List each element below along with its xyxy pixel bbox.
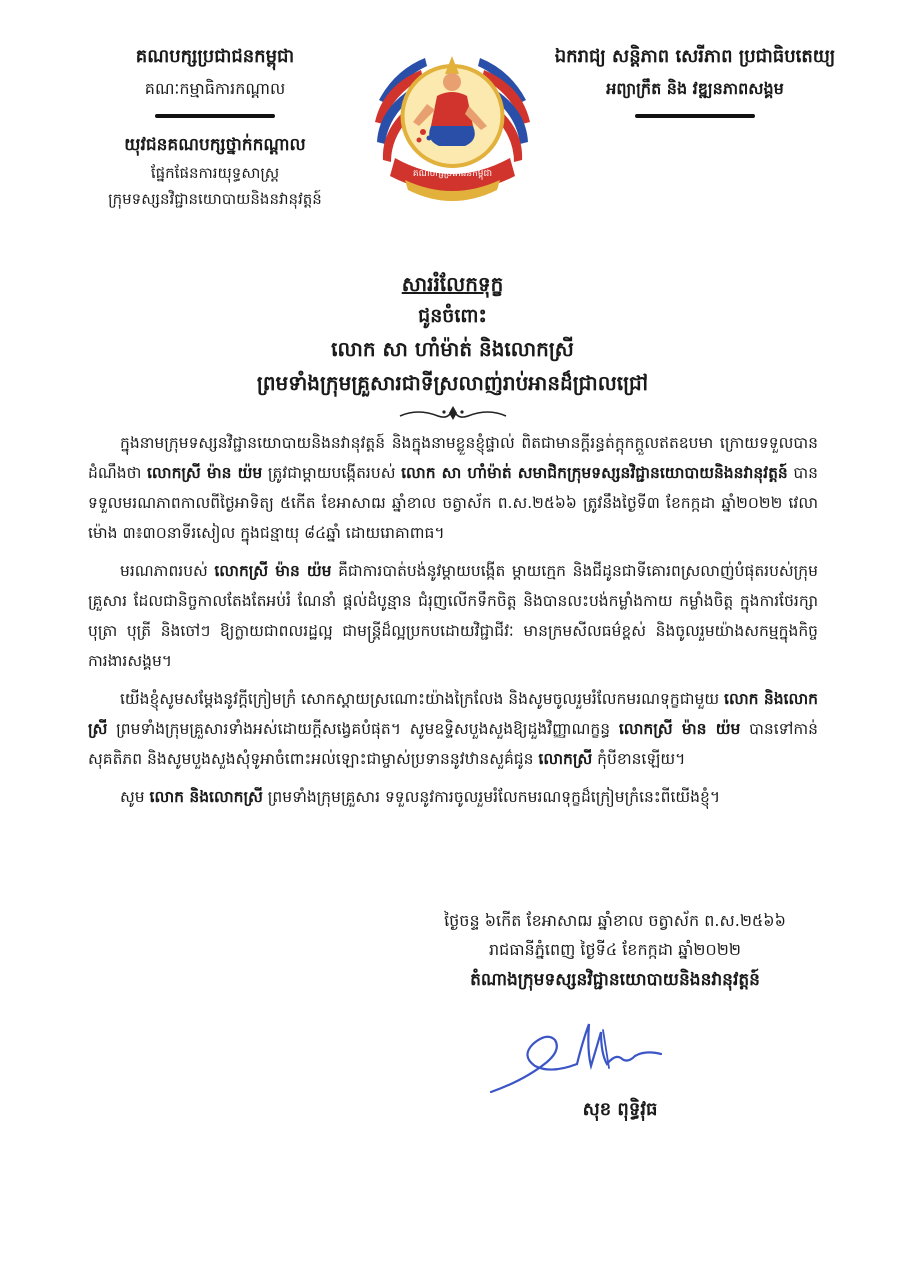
- bold-segment: លោកស្រី ម៉ាន យ៉ម: [214, 562, 332, 580]
- emblem-label: គណបក្សប្រជាជនកម្ពុជា: [412, 169, 493, 179]
- text-segment: ក្នុងនាមក្រុមទស្សនវិជ្ជានយោបាយនិងនវានុវត្តន៍ និងក្នុងនាមខ្លួនខ្ញុំផ្ទាល់ ពិតជាមានក្តីរន្ធត់ក្តុកក្តួលឥតឧបមា ក្រោយទទួលបានដំណឹងថា: [88, 434, 818, 482]
- divider-bar-right: [635, 114, 755, 118]
- kingdom-motto-line2: អព្យាក្រឹត និង វឌ្ឍនភាពសង្គម: [606, 79, 784, 98]
- party-name: គណបក្សប្រជាជនកម្ពុជា: [135, 46, 295, 67]
- text-segment: យើងខ្ញុំសូមសម្តែងនូវក្តីក្រៀមក្រំ សោកស្តាយស្រណោះយ៉ាងក្រៃលែង និងសូមចូលរួមរំលែកមរណទុក្ខជាមួយ: [120, 690, 725, 708]
- kingdom-motto: ឯករាជ្យ សន្តិភាព សេរីភាព ប្រជាធិបតេយ្យ: [554, 46, 836, 67]
- title-block: [90, 268, 815, 422]
- text-segment: មរណភាពរបស់: [120, 562, 215, 580]
- text-segment: ព្រមទាំងក្រុមគ្រួសារ ទទួលនូវការចូលរួមរំលែកមរណទុក្ខដ៏ក្រៀមក្រំនេះពីយើងខ្ញុំ។: [262, 788, 721, 806]
- divider-bar-left: [155, 114, 275, 118]
- bold-segment: លោក និងលោកស្រី: [149, 788, 263, 806]
- body-paragraph-4: [88, 782, 818, 812]
- recipient-name: លោក សា ហាំម៉ាត់ និងលោកស្រី: [331, 337, 574, 361]
- addressed-to: ជូនចំពោះ: [418, 305, 487, 327]
- text-segment: ព្រមទាំងក្រុមគ្រួសារទាំងអស់ដោយក្តីសង្វេគបំផុត។ សូមឧទ្ទិសបួងសួងឱ្យដួងវិញ្ញាណក្ខន្ធ: [107, 720, 619, 738]
- text-segment: កុំបីខានឡើយ។: [592, 750, 686, 768]
- solar-date: រាជធានីភ្នំពេញ ថ្ងៃទី៤ ខែកក្កដា ឆ្នាំ២០២២: [489, 940, 741, 959]
- header-right: [545, 40, 845, 118]
- team-name: ក្រុមទស្សនវិជ្ជានយោបាយនិងនវានុវត្តន៍: [108, 190, 322, 208]
- signature-icon: [485, 1010, 685, 1105]
- ornament-divider-icon: [398, 404, 508, 422]
- recipient-family: ព្រមទាំងក្រុមគ្រួសារជាទីស្រលាញ់រាប់អានដ៏ជ្រាលជ្រៅ: [256, 371, 649, 395]
- text-segment: សូម: [120, 788, 150, 806]
- signer-name: សុខ ពុទ្ធិវុធ: [582, 1099, 658, 1120]
- letter-body: [88, 428, 818, 820]
- text-segment: ត្រូវជាម្តាយបង្កើតរបស់: [262, 464, 402, 482]
- header-left: [80, 40, 350, 212]
- body-paragraph-2: [88, 556, 818, 676]
- bold-segment: លោក និងលោកស្រី: [88, 690, 818, 738]
- date-block: [395, 906, 835, 996]
- text-segment: គឺជាការបាត់បង់នូវម្តាយបង្កើត ម្តាយក្មេក និងជីដូនជាទីគោរពស្រលាញ់បំផុតរបស់ក្រុមគ្រួសារ ដែលជានិច្ចកាលតែងតែអប់រំ ណែនាំ ផ្តល់ដំបូន្មាន ជំរុញលើកទឹកចិត្ត និងបានលះបង់កម្លាំងកាយ កម្លាំងចិត្ត ក្នុងការថែរក្សាបុត្រា បុត្រី និងចៅៗ ឱ្យក្លាយជាពលរដ្ឋល្អ ជាមន្ត្រីដ៏ល្អប្រកបដោយវិជ្ជាជីវៈ មានក្រមសីលធម៌ខ្ពស់ និងចូលរួមយ៉ាងសកម្មក្នុងកិច្ចការងារសង្គម។: [88, 562, 818, 670]
- on-behalf-of: តំណាងក្រុមទស្សនវិជ្ជានយោបាយនិងនវានុវត្តន៍: [470, 970, 760, 990]
- central-committee: គណៈកម្មាធិការកណ្តាល: [144, 79, 286, 98]
- bold-segment: លោក សា ហាំម៉ាត់ សមាជិកក្រុមទស្សនវិជ្ជានយោបាយនិងនវានុវត្តន៍: [401, 464, 788, 482]
- body-paragraph-1: [88, 428, 818, 548]
- letter-heading: សាររំលែកទុក្ខ: [401, 272, 504, 296]
- bold-segment: លោកស្រី ម៉ាន យ៉ម: [147, 464, 263, 482]
- youth-wing: យុវជនគណបក្សថ្នាក់កណ្តាល: [124, 135, 306, 155]
- text-segment: បានទទួលមរណភាពកាលពីថ្ងៃអាទិត្យ ៥កើត ខែអាសាឍ ឆ្នាំខាល ចត្វាស័ក ព.ស.២៥៦៦ ត្រូវនឹងថ្ងៃទី៣ ខែកក្កដា ឆ្នាំ២០២២ វេលាម៉ោង ៣៖៣០នាទីរសៀល ក្នុងជន្មាយុ ៨៤ឆ្នាំ ដោយរោគាពាធ។: [88, 464, 818, 542]
- party-emblem-icon: [365, 30, 540, 205]
- bold-segment: លោកស្រី: [538, 750, 593, 768]
- bold-segment: លោកស្រី ម៉ាន យ៉ម: [618, 720, 741, 738]
- body-paragraph-3: [88, 684, 818, 774]
- text-segment: បានទៅកាន់សុគតិភព និងសូមបួងសួងសុំទូអាចំពោះអល់ឡោះជាម្ចាស់ប្រទាននូវឋានសួគ៌ជូន: [88, 720, 818, 768]
- department-name: ផ្នែកផែនការយុទ្ធសាស្ត្រ: [150, 164, 280, 182]
- lunar-date: ថ្ងៃចន្ទ ៦កើត ខែអាសាឍ ឆ្នាំខាល ចត្វាស័ក ព.ស.២៥៦៦: [444, 911, 786, 930]
